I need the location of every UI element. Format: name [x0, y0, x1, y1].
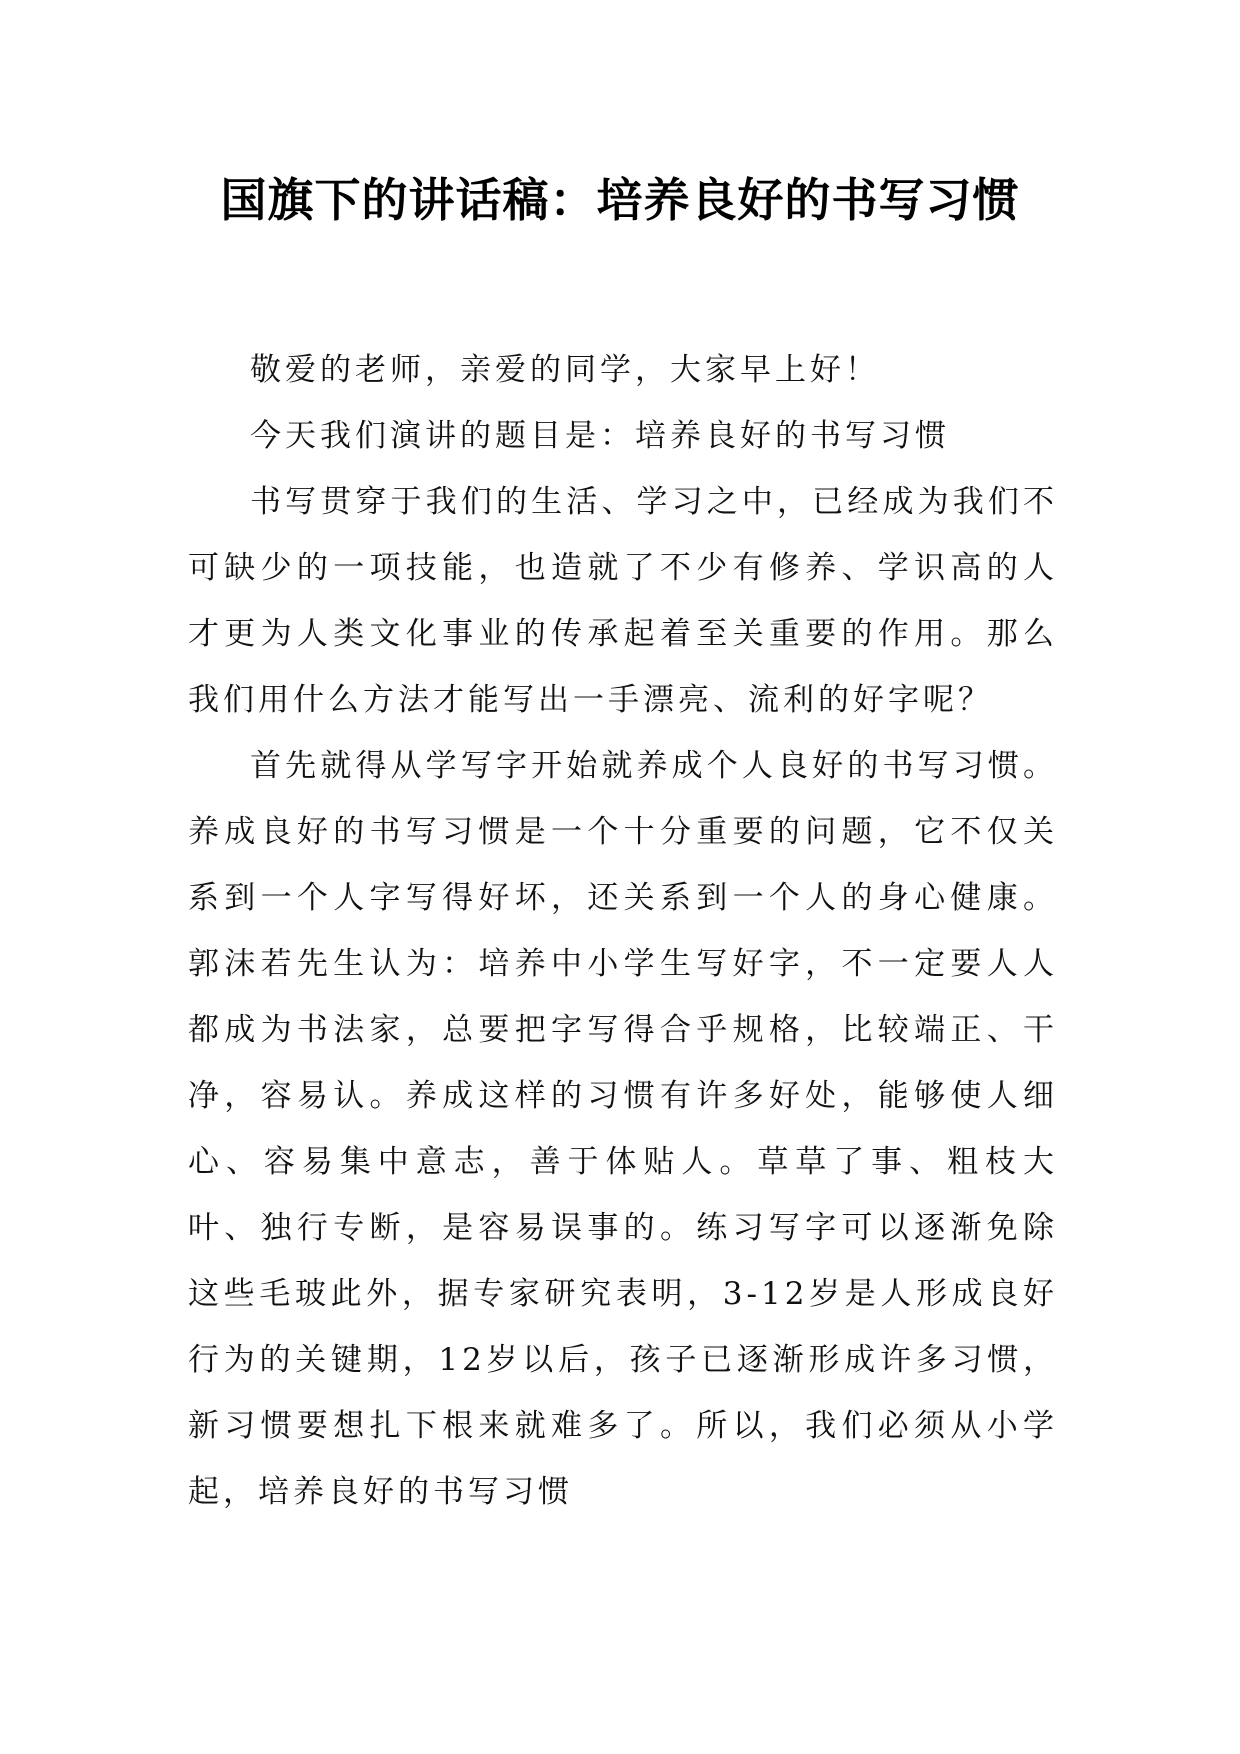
- paragraph-habit: 首先就得从学写字开始就养成个人良好的书写习惯。养成良好的书写习惯是一个十分重要的问题，它不仅关系到一个人字写得好坏，还关系到一个人的身心健康。郭沫若先生认为：培养中小学生写好字，不一定要人人都成为书法家，总要把字写得合乎规格，比较端正、干净，容易认。养成这样的习惯有许多好处，能够使人细心、容易集中意志，善于体贴人。草草了事、粗枝大叶、独行专断，是容易误事的。练习写字可以逐渐免除这些毛玻此外，据专家研究表明，3-12岁是人形成良好行为的关键期，12岁以后，孩子已逐渐形成许多习惯，新习惯要想扎下根来就难多了。所以，我们必须从小学起，培养良好的书写习惯: [188, 748, 1058, 1510]
- document-body: [188, 337, 1058, 1525]
- paragraph-intro: 书写贯穿于我们的生活、学习之中，已经成为我们不可缺少的一项技能，也造就了不少有修养、学识高的人才更为人类文化事业的传承起着至关重要的作用。那么我们用什么方法才能写出一手漂亮、流利的好字呢？: [188, 484, 1058, 718]
- paragraph-greeting: 敬爱的老师，亲爱的同学，大家早上好！: [250, 352, 880, 388]
- paragraph-topic: 今天我们演讲的题目是：培养良好的书写习惯: [250, 418, 950, 454]
- document-title: 国旗下的讲话稿：培养良好的书写习惯: [220, 173, 1020, 227]
